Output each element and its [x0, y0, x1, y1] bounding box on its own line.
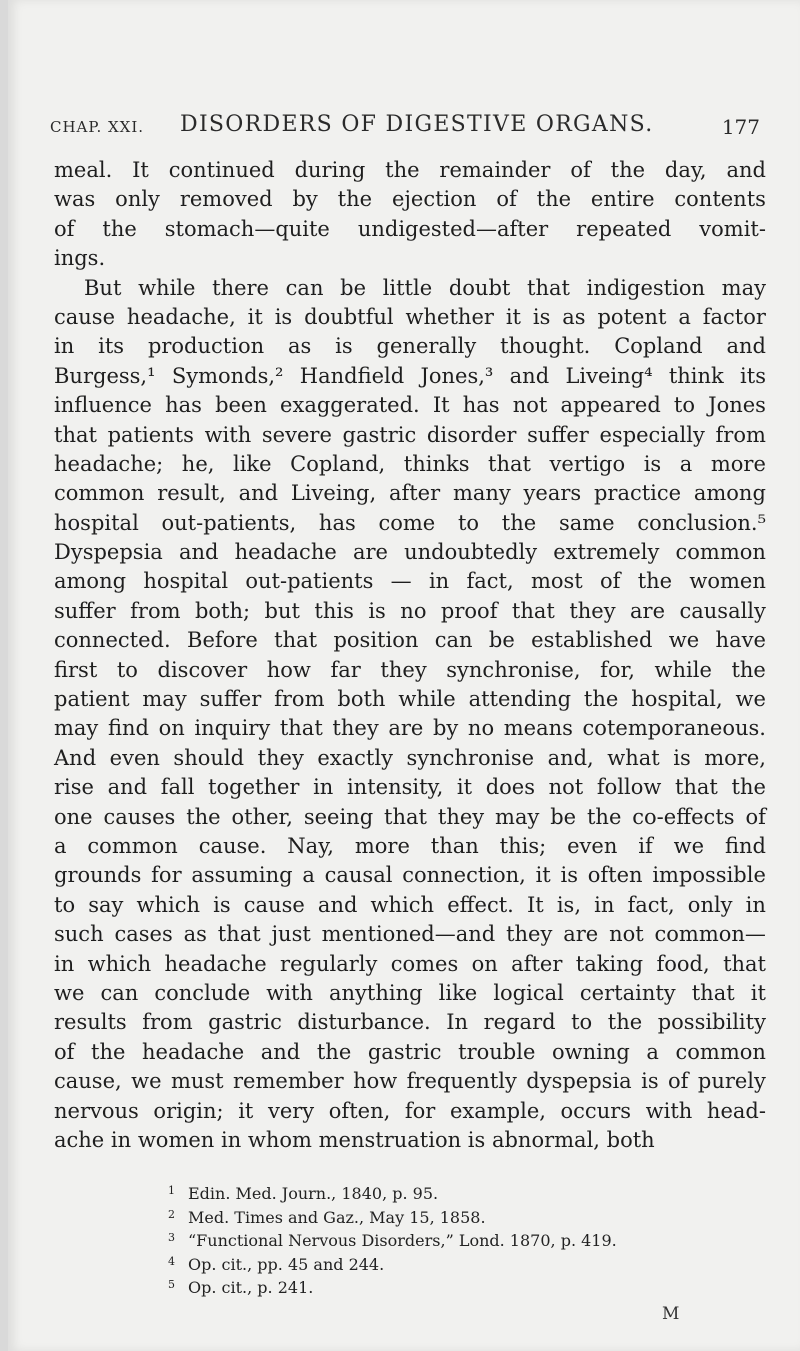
- body-line: influence has been exaggerated. It has not appeared to Jones: [54, 393, 766, 418]
- chapter-label: CHAP. XXI.: [50, 118, 145, 136]
- body-line: ings.: [54, 246, 106, 271]
- body-line: Burgess,¹ Symonds,² Handfield Jones,³ and Liveing⁴ think its: [54, 363, 766, 388]
- body-line: common result, and Liveing, after many years practice among: [54, 481, 766, 506]
- body-line: headache; he, like Copland, thinks that vertigo is a more: [54, 451, 766, 476]
- footnote: [168, 1250, 688, 1274]
- body-line: one causes the other, seeing that they may be the co-effects of: [54, 804, 766, 829]
- body-line: cause headache, it is doubtful whether it is as potent a factor: [54, 304, 766, 329]
- chapter-title: DISORDERS OF DIGESTIVE ORGANS.: [180, 112, 654, 137]
- footnote-mark: 2: [168, 1207, 175, 1221]
- footnote: [168, 1226, 688, 1250]
- running-header: [50, 112, 766, 142]
- body-line: of the stomach—quite undigested—after repeated vomit-: [54, 216, 766, 241]
- footnote-mark: 1: [168, 1184, 175, 1197]
- body-line: in which headache regularly comes on after taking food, that: [54, 951, 766, 976]
- footnote-text: Op. cit., pp. 45 and 244.: [188, 1254, 385, 1274]
- body-line: we can conclude with anything like logical certainty that it: [54, 980, 766, 1005]
- footnote-text: Med. Times and Gaz., May 15, 1858.: [188, 1207, 486, 1227]
- footnote-text: Edin. Med. Journ., 1840, p. 95.: [188, 1184, 439, 1203]
- body-line: of the headache and the gastric trouble owning a common: [54, 1039, 766, 1064]
- body-line: And even should they exactly synchronise and, what is more,: [54, 745, 766, 770]
- footnote-text: “Functional Nervous Disorders,” Lond. 1870, p. 419.: [188, 1231, 617, 1251]
- body-line: connected. Before that position can be established we have: [54, 628, 766, 653]
- body-line: results from gastric disturbance. In regard to the possibility: [54, 1010, 766, 1035]
- footnote: [168, 1203, 688, 1227]
- body-line: grounds for assuming a causal connection, it is often impossible: [54, 863, 766, 888]
- body-line: may find on inquiry that they are by no means cotemporaneous.: [54, 716, 766, 741]
- footnote-mark: 4: [168, 1254, 175, 1268]
- body-line: such cases as that just mentioned—and they are not common—: [54, 922, 766, 947]
- body-line: But while there can be little doubt that indigestion may: [84, 275, 766, 300]
- body-line: that patients with severe gastric disorder suffer especially from: [54, 422, 766, 447]
- footnote: [168, 1273, 688, 1297]
- signature-mark: M: [662, 1304, 680, 1324]
- body-line: meal. It continued during the remainder of the day, and: [54, 158, 766, 182]
- body-line: to say which is cause and which effect. It is, in fact, only in: [54, 892, 766, 917]
- body-text: [54, 156, 766, 1155]
- body-line: rise and fall together in intensity, it does not follow that the: [54, 775, 766, 800]
- footnote-text: Op. cit., p. 241.: [188, 1278, 314, 1298]
- footnotes: [168, 1179, 688, 1297]
- page-number: 177: [721, 115, 760, 139]
- body-line: in its production as is generally thought. Copland and: [54, 334, 766, 359]
- body-line: was only removed by the ejection of the entire contents: [54, 187, 766, 212]
- book-page: [8, 0, 800, 1351]
- body-line: a common cause. Nay, more than this; even if we find: [54, 833, 766, 858]
- body-line: patient may suffer from both while attending the hospital, we: [54, 687, 766, 712]
- body-line: hospital out-patients, has come to the same conclusion.⁵: [54, 510, 766, 535]
- footnote: [168, 1179, 688, 1203]
- body-line: suffer from both; but this is no proof that they are causally: [54, 598, 766, 623]
- body-line: Dyspepsia and headache are undoubtedly extremely common: [54, 540, 766, 565]
- body-line: cause, we must remember how frequently dyspepsia is of purely: [54, 1069, 766, 1094]
- body-line: nervous origin; it very often, for example, occurs with head-: [54, 1098, 766, 1123]
- body-line: first to discover how far they synchronise, for, while the: [54, 657, 766, 682]
- footnote-mark: 3: [168, 1231, 175, 1245]
- body-line: ache in women in whom menstruation is abnormal, both: [54, 1127, 655, 1152]
- footnote-mark: 5: [168, 1278, 175, 1292]
- body-line: among hospital out-patients — in fact, most of the women: [54, 569, 766, 594]
